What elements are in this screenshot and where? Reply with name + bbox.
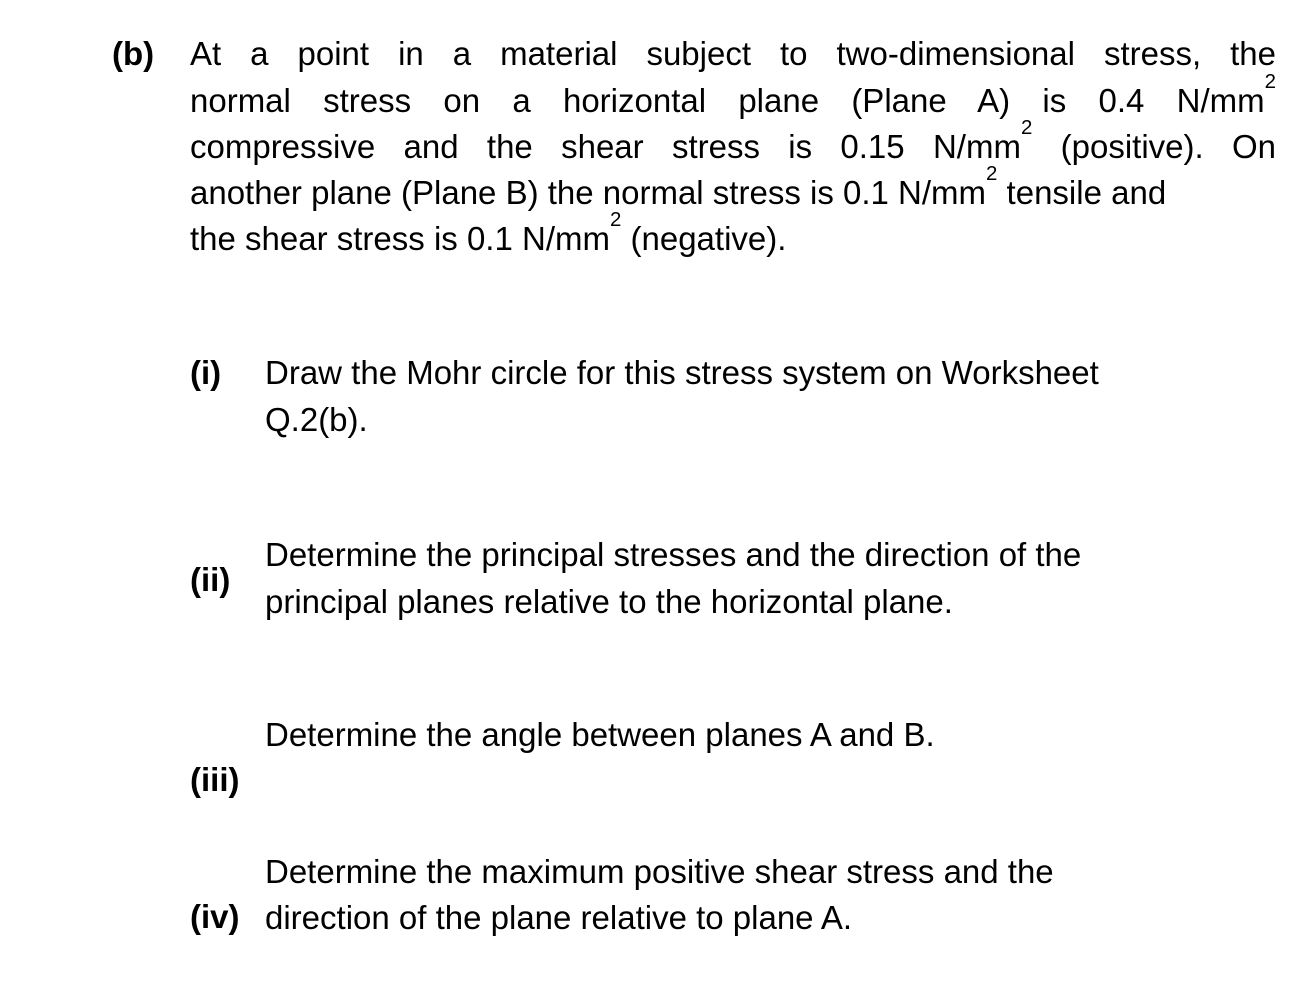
part-ii-line-1: Determine the principal stresses and the direction of the <box>265 536 1082 573</box>
intro-line-4 <box>190 161 1167 211</box>
intro-line-3-before: compressive and the shear stress is 0.15 N/mm <box>190 128 1021 165</box>
part-i-label: (i) <box>190 354 222 391</box>
part-iii-line-1: Determine the angle between planes A and B. <box>265 716 935 753</box>
intro-line-4-after: tensile and <box>997 174 1167 211</box>
part-iv-label: (iv) <box>190 898 240 935</box>
intro-line-5-after: (negative). <box>621 220 787 257</box>
part-iv-line-2: direction of the plane relative to plane A. <box>265 899 853 936</box>
part-ii-label: (ii) <box>190 561 231 598</box>
intro-line-3 <box>190 115 1276 165</box>
intro-line-5 <box>190 207 787 257</box>
intro-line-2-superscript: 2 <box>1264 69 1276 93</box>
intro-line-2 <box>190 69 1276 119</box>
intro-line-3-after: (positive). On <box>1032 128 1276 165</box>
part-iv-line-1: Determine the maximum positive shear stress and the <box>265 853 1054 890</box>
part-i-line-1: Draw the Mohr circle for this stress system on Worksheet <box>265 354 1099 391</box>
intro-line-3-superscript: 2 <box>1020 115 1033 139</box>
intro-line-4-superscript: 2 <box>986 161 998 185</box>
intro-line-1: At a point in a material subject to two-dimensional stress, the <box>190 35 1276 72</box>
part-iii-label: (iii) <box>190 761 240 798</box>
intro-line-4-before: another plane (Plane B) the normal stress is 0.1 N/mm <box>190 174 987 211</box>
intro-line-5-before: the shear stress is 0.1 N/mm <box>190 220 610 257</box>
intro-line-5-superscript: 2 <box>609 207 622 231</box>
intro-line-2-text: normal stress on a horizontal plane (Plane A) is 0.4 N/mm <box>190 82 1265 119</box>
question-label: (b) <box>112 35 155 72</box>
part-ii-line-2: principal planes relative to the horizontal plane. <box>265 583 953 620</box>
part-i-line-2: Q.2(b). <box>265 401 368 438</box>
